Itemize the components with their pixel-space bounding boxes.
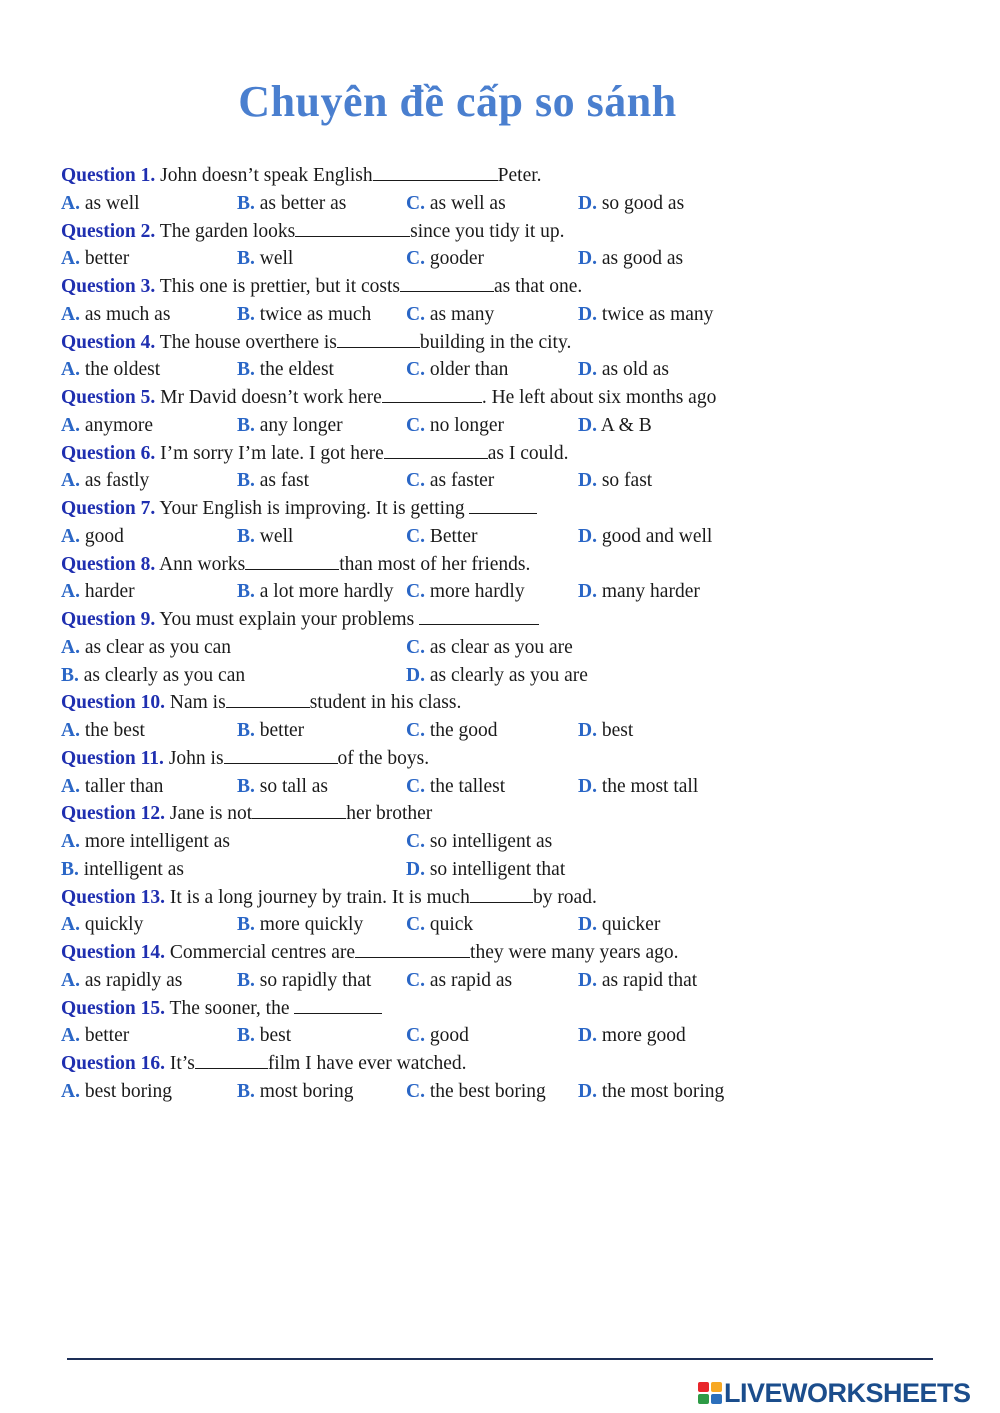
option-d[interactable] — [578, 1022, 686, 1050]
option-letter: D. — [578, 248, 597, 270]
option-text: best — [596, 720, 634, 741]
option-text: the eldest — [254, 359, 334, 381]
option-c[interactable] — [406, 245, 484, 273]
option-text: as well — [79, 192, 140, 214]
option-d[interactable] — [578, 911, 660, 939]
option-letter: A. — [61, 581, 80, 603]
option-text: intelligent as — [78, 858, 184, 880]
option-text: a lot more hardly — [254, 581, 394, 603]
option-c[interactable] — [406, 190, 506, 218]
option-d[interactable] — [578, 578, 700, 606]
option-a[interactable] — [61, 356, 160, 384]
question-text: The garden looks — [155, 220, 296, 242]
option-c[interactable] — [406, 717, 498, 745]
option-d[interactable] — [406, 856, 565, 884]
option-text: so tall as — [254, 775, 329, 797]
question-text: Nam is — [165, 692, 226, 714]
logo-mark-red — [698, 1382, 709, 1392]
option-letter: D. — [578, 525, 597, 547]
option-text: so intelligent as — [424, 831, 553, 852]
option-text: most boring — [254, 1080, 354, 1102]
option-text: any longer — [254, 414, 343, 436]
option-letter: B. — [237, 1080, 255, 1102]
question-stem — [61, 689, 961, 717]
option-letter: D. — [578, 470, 597, 492]
option-letter: A. — [61, 775, 80, 797]
question-text: by road. — [532, 886, 597, 908]
option-letter: D. — [578, 775, 597, 797]
question-text: they were many years ago. — [470, 942, 679, 963]
option-text: older than — [424, 359, 509, 381]
option-text: good — [424, 1025, 469, 1047]
option-a[interactable] — [61, 301, 170, 329]
option-letter: D. — [578, 1080, 597, 1102]
liveworksheets-logo[interactable] — [698, 1378, 971, 1408]
option-letter: C. — [406, 470, 425, 492]
option-text: as rapid as — [424, 969, 513, 991]
option-b[interactable] — [237, 301, 371, 329]
option-a[interactable] — [61, 773, 163, 801]
option-letter: A. — [61, 1025, 80, 1047]
logo-mark-icon — [698, 1382, 722, 1404]
option-letter: A. — [61, 525, 80, 547]
option-letter: D. — [578, 969, 597, 991]
option-row — [61, 773, 961, 801]
option-b[interactable] — [61, 662, 245, 690]
option-b[interactable] — [237, 245, 293, 273]
option-c[interactable] — [406, 911, 473, 939]
option-text: as well as — [424, 192, 506, 214]
option-letter: C. — [406, 581, 425, 603]
option-letter: A. — [61, 192, 80, 214]
option-text: so rapidly that — [254, 969, 372, 991]
option-text: as clear as you can — [79, 636, 232, 658]
question-number: Question 14. — [61, 942, 166, 963]
option-row — [61, 1022, 961, 1050]
option-text: as clearly as you are — [424, 664, 588, 686]
question-number: Question 11. — [61, 747, 164, 769]
option-text: so good as — [596, 192, 685, 214]
option-text: as many — [424, 303, 495, 325]
question-stem — [61, 884, 961, 912]
option-letter: C. — [406, 831, 425, 852]
option-a[interactable] — [61, 1078, 172, 1106]
option-d[interactable] — [578, 523, 712, 551]
option-letter: C. — [406, 414, 425, 436]
option-c[interactable] — [406, 578, 525, 606]
option-text: best boring — [79, 1080, 173, 1102]
logo-mark-blue — [711, 1394, 722, 1404]
option-text: better — [79, 1025, 130, 1047]
answer-blank[interactable] — [245, 552, 339, 570]
option-text: no longer — [424, 414, 505, 436]
option-letter: B. — [237, 720, 255, 741]
option-row — [61, 856, 961, 884]
question-text: The house overthere is — [155, 331, 337, 353]
question-number: Question 3. — [61, 276, 156, 297]
option-letter: D. — [578, 414, 597, 436]
question-number: Question 6. — [61, 442, 156, 464]
option-text: twice as much — [254, 303, 372, 325]
option-text: gooder — [424, 248, 484, 270]
logo-wordmark: LIVEWORKSHEETS — [724, 1377, 971, 1408]
question-stem — [61, 551, 961, 579]
option-letter: A. — [61, 914, 80, 936]
option-letter: C. — [406, 192, 425, 214]
option-a[interactable] — [61, 717, 145, 745]
option-c[interactable] — [406, 1022, 469, 1050]
option-c[interactable] — [406, 1078, 546, 1106]
option-letter: C. — [406, 303, 425, 325]
option-letter: B. — [237, 969, 255, 991]
question-text: Your English is improving. It is getting — [155, 498, 470, 519]
option-c[interactable] — [406, 967, 512, 995]
question-text: The sooner, the — [165, 997, 295, 1019]
option-letter: A. — [61, 359, 80, 381]
question-stem — [61, 606, 961, 634]
option-letter: D. — [578, 914, 597, 936]
question-text: film I have ever watched. — [267, 1053, 467, 1074]
option-letter: A. — [61, 969, 80, 991]
logo-mark-orange — [711, 1382, 722, 1392]
option-text: so fast — [596, 470, 653, 492]
question-text: John doesn’t speak English — [155, 165, 373, 186]
question-text: than most of her friends. — [339, 553, 531, 575]
question-number: Question 4. — [61, 331, 156, 353]
option-letter: D. — [406, 858, 425, 880]
option-text: as clear as you are — [424, 636, 573, 658]
question-number: Question 16. — [61, 1053, 166, 1074]
option-letter: B. — [61, 664, 79, 686]
option-text: the oldest — [79, 359, 161, 381]
question-number: Question 9. — [61, 609, 156, 630]
option-d[interactable] — [578, 245, 683, 273]
option-text: harder — [79, 581, 135, 603]
option-letter: A. — [61, 470, 80, 492]
question-text: Peter. — [497, 165, 542, 186]
option-text: more intelligent as — [79, 831, 230, 852]
option-b[interactable] — [237, 1022, 291, 1050]
option-text: the tallest — [424, 775, 506, 797]
answer-blank[interactable] — [355, 940, 470, 958]
option-text: as much as — [79, 303, 171, 325]
option-letter: C. — [406, 1025, 425, 1047]
option-letter: D. — [578, 192, 597, 214]
option-letter: B. — [61, 858, 79, 880]
option-c[interactable] — [406, 356, 508, 384]
option-letter: C. — [406, 636, 425, 658]
question-text: It’s — [165, 1053, 195, 1074]
option-b[interactable] — [237, 1078, 353, 1106]
question-text: It is a long journey by train. It is much — [165, 886, 470, 908]
option-text: many harder — [596, 581, 700, 603]
option-b[interactable] — [237, 967, 371, 995]
question-stem — [61, 218, 961, 246]
option-letter: A. — [61, 414, 80, 436]
question-number: Question 8. — [61, 553, 156, 575]
answer-blank[interactable] — [469, 496, 537, 514]
option-letter: A. — [61, 248, 80, 270]
answer-blank[interactable] — [373, 163, 498, 181]
option-d[interactable] — [578, 301, 713, 329]
option-letter: C. — [406, 775, 425, 797]
answer-blank[interactable] — [400, 274, 494, 292]
option-text: as better as — [254, 192, 347, 214]
question-number: Question 7. — [61, 498, 156, 519]
question-stem — [61, 162, 961, 190]
option-letter: B. — [237, 581, 255, 603]
option-text: more quickly — [254, 914, 364, 936]
option-text: quickly — [79, 914, 144, 936]
option-d[interactable] — [578, 467, 652, 495]
option-letter: C. — [406, 1080, 425, 1102]
question-number: Question 1. — [61, 165, 156, 186]
option-b[interactable] — [237, 356, 334, 384]
option-b[interactable] — [61, 856, 184, 884]
option-letter: C. — [406, 969, 425, 991]
option-b[interactable] — [237, 911, 363, 939]
option-row — [61, 1078, 961, 1106]
option-text: quick — [424, 914, 474, 936]
option-text: more hardly — [424, 581, 525, 603]
option-letter: B. — [237, 775, 255, 797]
option-c[interactable] — [406, 828, 552, 856]
option-text: better — [79, 248, 130, 270]
option-row — [61, 967, 961, 995]
option-letter: B. — [237, 192, 255, 214]
option-letter: B. — [237, 248, 255, 270]
option-letter: C. — [406, 525, 425, 547]
question-list — [61, 162, 961, 1106]
answer-blank[interactable] — [294, 996, 382, 1014]
question-text: This one is prettier, but it costs — [155, 276, 401, 297]
option-d[interactable] — [406, 662, 588, 690]
option-a[interactable] — [61, 578, 135, 606]
option-text: taller than — [79, 775, 164, 797]
option-row — [61, 245, 961, 273]
question-text: of the boys. — [337, 747, 430, 769]
answer-blank[interactable] — [470, 885, 533, 903]
option-text: the most boring — [596, 1080, 725, 1102]
option-letter: C. — [406, 248, 425, 270]
option-b[interactable] — [237, 773, 328, 801]
question-text: Mr David doesn’t work here — [155, 387, 382, 408]
question-text: her brother — [346, 803, 433, 825]
option-text: as rapidly as — [79, 969, 183, 991]
option-a[interactable] — [61, 828, 230, 856]
option-text: the good — [424, 720, 498, 741]
question-text: as I could. — [487, 442, 569, 464]
option-text: better — [254, 720, 305, 741]
question-text: I’m sorry I’m late. I got here — [155, 442, 384, 464]
question-stem — [61, 800, 961, 828]
option-b[interactable] — [237, 578, 394, 606]
option-text: as faster — [424, 470, 495, 492]
question-number: Question 13. — [61, 886, 166, 908]
question-text: Ann works — [155, 553, 246, 575]
option-row — [61, 467, 961, 495]
option-d[interactable] — [578, 967, 697, 995]
option-text: as fast — [254, 470, 310, 492]
question-number: Question 15. — [61, 997, 166, 1019]
option-text: as clearly as you can — [78, 664, 246, 686]
option-c[interactable] — [406, 523, 478, 551]
option-letter: D. — [578, 359, 597, 381]
question-text: as that one. — [494, 276, 583, 297]
option-text: as old as — [596, 359, 669, 381]
question-number: Question 10. — [61, 692, 166, 714]
option-d[interactable] — [578, 717, 633, 745]
option-letter: A. — [61, 303, 80, 325]
option-a[interactable] — [61, 245, 129, 273]
answer-blank[interactable] — [224, 746, 338, 764]
option-letter: B. — [237, 525, 255, 547]
option-text: more good — [596, 1025, 686, 1047]
option-text: Better — [424, 525, 478, 547]
question-stem — [61, 273, 961, 301]
option-a[interactable] — [61, 967, 182, 995]
option-b[interactable] — [237, 717, 304, 745]
option-a[interactable] — [61, 190, 140, 218]
question-text: You must explain your problems — [155, 609, 420, 630]
option-letter: B. — [237, 914, 255, 936]
question-stem — [61, 329, 961, 357]
option-text: good and well — [596, 525, 713, 547]
option-text: the most tall — [596, 775, 699, 797]
option-b[interactable] — [237, 467, 309, 495]
option-row — [61, 662, 961, 690]
logo-mark-green — [698, 1394, 709, 1404]
option-letter: B. — [237, 303, 255, 325]
option-letter: A. — [61, 636, 80, 658]
option-row — [61, 634, 961, 662]
option-a[interactable] — [61, 412, 153, 440]
option-letter: A. — [61, 1080, 80, 1102]
option-text: A & B — [596, 414, 652, 436]
option-text: the best — [79, 720, 145, 741]
answer-blank[interactable] — [382, 385, 482, 403]
answer-blank[interactable] — [419, 607, 539, 625]
option-d[interactable] — [578, 356, 669, 384]
option-text: anymore — [79, 414, 154, 436]
option-text: well — [254, 525, 294, 547]
option-letter: A. — [61, 720, 80, 741]
option-a[interactable] — [61, 1022, 129, 1050]
option-letter: C. — [406, 914, 425, 936]
option-text: twice as many — [596, 303, 714, 325]
question-stem — [61, 440, 961, 468]
answer-blank[interactable] — [337, 330, 420, 348]
option-text: as fastly — [79, 470, 150, 492]
option-row — [61, 412, 961, 440]
option-text: good — [79, 525, 124, 547]
question-text: Jane is not — [165, 803, 253, 825]
worksheet-title: Chuyên đề cấp so sánh — [238, 77, 677, 126]
option-letter: D. — [578, 1025, 597, 1047]
option-text: so intelligent that — [424, 858, 566, 880]
option-row — [61, 911, 961, 939]
question-text: student in his class. — [309, 692, 462, 714]
option-letter: B. — [237, 1025, 255, 1047]
option-row — [61, 356, 961, 384]
option-d[interactable] — [578, 773, 698, 801]
option-a[interactable] — [61, 467, 149, 495]
option-row — [61, 828, 961, 856]
option-letter: D. — [578, 581, 597, 603]
answer-blank[interactable] — [295, 219, 410, 237]
option-b[interactable] — [237, 190, 346, 218]
option-letter: A. — [61, 831, 80, 852]
option-letter: C. — [406, 359, 425, 381]
option-text: as rapid that — [596, 969, 698, 991]
question-text: . He left about six months ago — [481, 387, 717, 408]
question-stem — [61, 384, 961, 412]
question-stem — [61, 1050, 961, 1078]
option-row — [61, 190, 961, 218]
option-row — [61, 578, 961, 606]
question-number: Question 2. — [61, 220, 156, 242]
option-c[interactable] — [406, 301, 494, 329]
option-letter: D. — [578, 720, 597, 741]
question-number: Question 5. — [61, 387, 156, 408]
question-text: since you tidy it up. — [410, 220, 565, 242]
option-letter: B. — [237, 359, 255, 381]
option-row — [61, 717, 961, 745]
option-letter: D. — [406, 664, 425, 686]
answer-blank[interactable] — [384, 441, 488, 459]
option-letter: B. — [237, 414, 255, 436]
question-text: building in the city. — [419, 331, 572, 353]
option-text: the best boring — [424, 1080, 546, 1102]
option-d[interactable] — [578, 190, 684, 218]
option-text: quicker — [596, 914, 661, 936]
option-text: as good as — [596, 248, 684, 270]
question-stem — [61, 939, 961, 967]
answer-blank[interactable] — [226, 690, 310, 708]
option-text: best — [254, 1025, 292, 1047]
question-stem — [61, 495, 961, 523]
option-text: well — [254, 248, 294, 270]
option-a[interactable] — [61, 634, 231, 662]
question-number: Question 12. — [61, 803, 166, 825]
option-c[interactable] — [406, 634, 573, 662]
option-d[interactable] — [578, 412, 652, 440]
question-text: Commercial centres are — [165, 942, 356, 963]
option-d[interactable] — [578, 1078, 724, 1106]
option-c[interactable] — [406, 412, 504, 440]
option-letter: C. — [406, 720, 425, 741]
option-a[interactable] — [61, 911, 143, 939]
option-b[interactable] — [237, 412, 343, 440]
option-letter: D. — [578, 303, 597, 325]
option-c[interactable] — [406, 467, 494, 495]
answer-blank[interactable] — [195, 1051, 268, 1069]
answer-blank[interactable] — [252, 801, 346, 819]
option-row — [61, 523, 961, 551]
question-stem — [61, 745, 961, 773]
question-stem — [61, 995, 961, 1023]
option-row — [61, 301, 961, 329]
question-text: John is — [163, 747, 224, 769]
footer-divider — [67, 1358, 933, 1360]
option-c[interactable] — [406, 773, 505, 801]
option-a[interactable] — [61, 523, 124, 551]
option-b[interactable] — [237, 523, 293, 551]
option-letter: B. — [237, 470, 255, 492]
